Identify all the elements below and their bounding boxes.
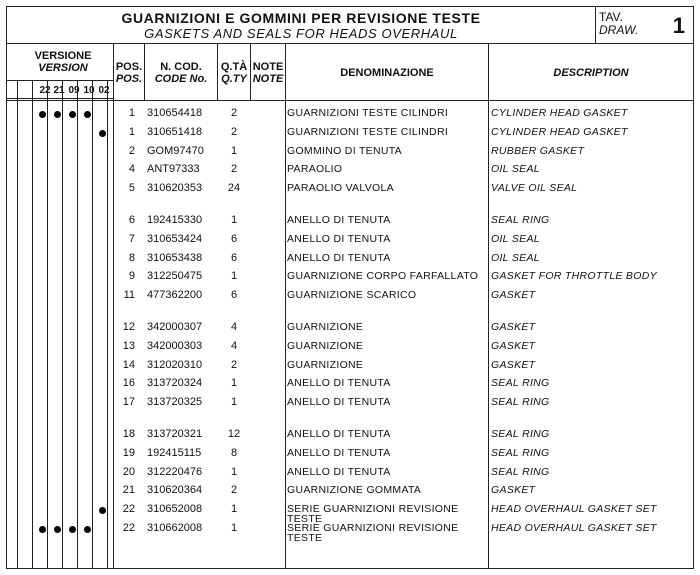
row-denominazione: GUARNIZIONE (287, 339, 364, 352)
version-dot-icon (99, 507, 106, 514)
column-divider (144, 44, 145, 100)
version-code-divider (7, 98, 113, 99)
row-qty: 8 (230, 446, 238, 459)
table-row (7, 463, 693, 481)
row-description: SEAL RING (491, 446, 550, 459)
row-code: 312250475 (147, 270, 203, 283)
row-description: GASKET (491, 339, 536, 352)
version-dot-icon (84, 111, 91, 118)
table-row (7, 104, 693, 122)
row-description: SEAL RING (491, 377, 550, 390)
row-description: VALVE OIL SEAL (491, 182, 578, 195)
drawing-label (599, 11, 638, 37)
row-qty: 1 (230, 214, 238, 226)
row-description: OIL SEAL (491, 232, 540, 245)
row-pos: 13 (122, 339, 135, 352)
version-dot-icon (69, 111, 76, 118)
row-qty: 1 (230, 465, 238, 478)
row-denominazione: PARAOLIO VALVOLA (287, 182, 394, 195)
row-qty: 1 (230, 270, 238, 283)
row-description: OIL SEAL (491, 251, 540, 264)
version-header (17, 50, 109, 74)
version-code-21: 21 (53, 85, 65, 96)
row-code: 310651418 (147, 125, 203, 138)
row-denominazione: ANELLO DI TENUTA (287, 214, 391, 226)
row-qty: 2 (230, 163, 238, 176)
row-qty: 1 (230, 522, 238, 534)
row-denominazione: ANELLO DI TENUTA (287, 232, 391, 245)
table-row (7, 230, 693, 248)
row-description: HEAD OVERHAUL GASKET SET (491, 503, 657, 516)
row-code: 342000307 (147, 321, 203, 333)
row-description: SEAL RING (491, 214, 550, 226)
row-code: 312220476 (147, 465, 203, 478)
qty-header (218, 61, 250, 85)
table-row (7, 356, 693, 374)
table-row (7, 286, 693, 304)
row-code: 310620364 (147, 484, 203, 497)
row-pos: 19 (122, 446, 135, 459)
version-dot-icon (99, 130, 106, 137)
version-dot-icon (54, 526, 61, 533)
row-qty: 24 (227, 182, 241, 195)
version-label-it: VERSIONE (34, 50, 92, 62)
table-row (7, 444, 693, 462)
row-qty: 2 (230, 358, 238, 371)
row-pos: 5 (128, 182, 135, 195)
row-denominazione: GUARNIZIONI TESTE CILINDRI (287, 125, 449, 138)
version-dot-icon (69, 526, 76, 533)
row-pos: 7 (128, 232, 135, 245)
row-denominazione: ANELLO DI TENUTA (287, 446, 391, 459)
row-pos: 1 (128, 125, 135, 138)
row-qty: 2 (230, 484, 238, 497)
table-row (7, 500, 693, 526)
row-description: SEAL RING (491, 465, 550, 478)
pos-label-it: POS. (115, 61, 143, 73)
row-pos: 9 (128, 270, 135, 283)
description-header: DESCRIPTION (553, 67, 629, 79)
version-dot-icon (54, 111, 61, 118)
pos-header (114, 61, 144, 85)
row-pos: 16 (122, 377, 135, 390)
row-code: 313720325 (147, 396, 203, 409)
sheet-header (6, 6, 694, 44)
row-qty: 1 (230, 503, 238, 516)
table-row (7, 123, 693, 141)
row-pos: 14 (122, 358, 135, 371)
table-row (7, 519, 693, 544)
row-denominazione: ANELLO DI TENUTA (287, 465, 391, 478)
row-description: GASKET (491, 289, 536, 302)
row-qty: 1 (230, 377, 238, 390)
qty-label-it: Q.TÀ (220, 61, 248, 73)
row-denominazione: ANELLO DI TENUTA (287, 428, 391, 440)
row-code: 310652008 (147, 503, 203, 516)
row-qty: 4 (230, 321, 238, 333)
row-description: SEAL RING (491, 428, 550, 440)
table-row (7, 374, 693, 392)
qty-label-en: Q.TY (221, 73, 247, 85)
version-label-en: VERSION (38, 62, 88, 74)
row-qty: 2 (230, 125, 238, 138)
row-code: GOM97470 (147, 144, 204, 157)
row-denominazione: ANELLO DI TENUTA (287, 377, 391, 390)
version-code-09: 09 (68, 85, 80, 96)
row-denominazione: GUARNIZIONE (287, 358, 364, 371)
row-denominazione: ANELLO DI TENUTA (287, 396, 391, 409)
title-english: GASKETS AND SEALS FOR HEADS OVERHAUL (144, 26, 458, 41)
row-denominazione-cont: TESTE (287, 513, 323, 526)
row-description: GASKET (491, 484, 536, 497)
row-qty: 6 (230, 289, 238, 302)
table-row (7, 211, 693, 229)
row-code: 312020310 (147, 358, 203, 371)
table-row (7, 160, 693, 178)
pos-label-en: POS. (115, 73, 143, 85)
row-code: 310662008 (147, 522, 203, 534)
version-code-22: 22 (39, 85, 51, 96)
version-code-10: 10 (83, 85, 95, 96)
row-code: 310620353 (147, 182, 203, 195)
row-qty: 1 (230, 144, 238, 157)
version-dot-icon (39, 111, 46, 118)
row-description: SEAL RING (491, 396, 550, 409)
table-row (7, 393, 693, 411)
row-pos: 1 (128, 107, 135, 119)
row-denominazione: GUARNIZIONE CORPO FARFALLATO (287, 270, 479, 283)
row-pos: 11 (123, 289, 135, 302)
title-italian: GUARNIZIONI E GOMMINI PER REVISIONE TESTE (121, 10, 481, 26)
row-pos: 20 (122, 465, 135, 478)
row-code: 313720321 (147, 428, 203, 440)
version-code-02: 02 (98, 85, 110, 96)
code-header (145, 61, 217, 85)
row-qty: 6 (230, 232, 238, 245)
table-row (7, 249, 693, 267)
row-code: 477362200 (147, 289, 203, 302)
row-qty: 6 (230, 251, 238, 264)
table-row (7, 142, 693, 160)
note-header (251, 61, 285, 85)
row-description: HEAD OVERHAUL GASKET SET (491, 522, 657, 534)
parts-table (6, 44, 694, 569)
table-row (7, 481, 693, 499)
row-code: 310653424 (147, 232, 203, 245)
row-pos: 18 (122, 428, 135, 440)
row-denominazione: ANELLO DI TENUTA (287, 251, 391, 264)
draw-label: DRAW. (599, 23, 639, 37)
row-code: ANT97333 (147, 163, 200, 176)
row-code: 192415115 (147, 446, 202, 459)
version-divider (7, 80, 113, 81)
row-pos: 22 (122, 503, 135, 516)
row-denominazione: GUARNIZIONE (287, 321, 364, 333)
row-code: 192415330 (147, 214, 203, 226)
column-divider (217, 44, 218, 100)
row-denominazione: SERIE GUARNIZIONI REVISIONE (287, 503, 459, 516)
row-pos: 22 (122, 522, 135, 534)
row-pos: 6 (128, 214, 135, 226)
row-description: CYLINDER HEAD GASKET (491, 125, 628, 138)
row-denominazione: SERIE GUARNIZIONI REVISIONE (287, 522, 459, 534)
row-qty: 12 (227, 428, 241, 440)
row-code: 310654418 (147, 107, 203, 119)
row-pos: 12 (122, 321, 135, 333)
row-denominazione: PARAOLIO (287, 163, 343, 176)
row-pos: 4 (128, 163, 135, 176)
drawing-number: 1 (672, 13, 685, 38)
table-row (7, 337, 693, 355)
note-label-it: NOTE (252, 61, 284, 73)
version-dot-icon (39, 526, 46, 533)
row-description: RUBBER GASKET (491, 144, 585, 157)
row-pos: 21 (122, 484, 135, 497)
note-label-en: NOTE (252, 73, 284, 85)
row-denominazione: GUARNIZIONE SCARICO (287, 289, 417, 302)
row-description: GASKET (491, 358, 536, 371)
column-divider (250, 44, 251, 100)
row-description: GASKET (491, 321, 536, 333)
tav-label: TAV. (599, 10, 623, 24)
table-row (7, 179, 693, 197)
row-denominazione-cont: TESTE (287, 532, 323, 544)
code-label-it: N. COD. (160, 61, 202, 73)
row-code: 313720324 (147, 377, 203, 390)
row-code: 342000303 (147, 339, 203, 352)
table-row (7, 425, 693, 443)
table-row (7, 267, 693, 285)
denominazione-header: DENOMINAZIONE (340, 67, 434, 79)
row-denominazione: GUARNIZIONI TESTE CILINDRI (287, 107, 449, 119)
table-row (7, 318, 693, 336)
table-column-header (7, 44, 693, 101)
row-code: 310653438 (147, 251, 203, 264)
row-description: GASKET FOR THROTTLE BODY (491, 270, 657, 283)
title-block (7, 7, 596, 43)
row-denominazione: GUARNIZIONE GOMMATA (287, 484, 422, 497)
row-pos: 17 (122, 396, 135, 409)
row-description: CYLINDER HEAD GASKET (491, 107, 628, 119)
row-description: OIL SEAL (491, 163, 540, 176)
version-dot-icon (84, 526, 91, 533)
row-denominazione: GOMMINO DI TENUTA (287, 144, 402, 157)
row-qty: 4 (230, 339, 238, 352)
row-qty: 2 (230, 107, 238, 119)
code-label-en: CODE No. (154, 73, 208, 85)
row-pos: 8 (128, 251, 135, 264)
row-pos: 2 (128, 144, 135, 157)
row-qty: 1 (230, 396, 238, 409)
